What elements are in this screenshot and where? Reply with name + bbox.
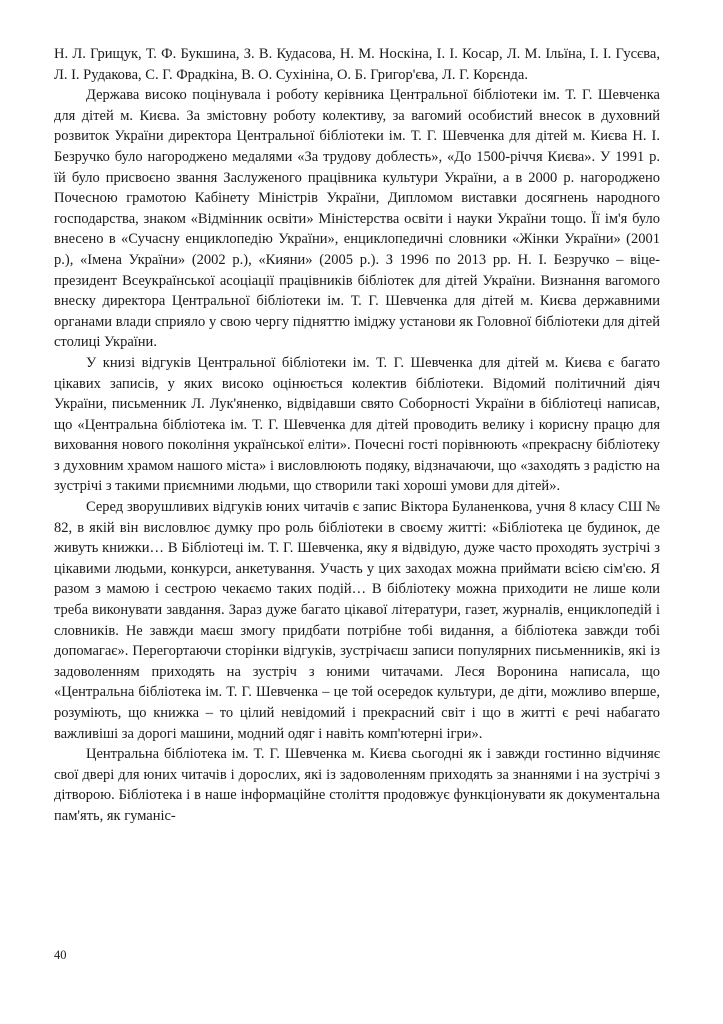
page-number: 40 [54, 948, 67, 962]
paragraph-state-awards: Держава високо поцінувала і роботу керівника Центральної бібліотеки ім. Т. Г. Шевченка для дітей м. Києва. За змістовну роботу колективу, за вагомий особистий внесок в духовний розвиток України директора Центральної бібліотеки ім. Т. Г. Шевченка для дітей м. Києва Н. І. Безручко було нагороджено медалями «За трудову доблесть», «До 1500-річчя Києва». У 1991 р. їй було присвоєно звання Заслуженого працівника культури України, а в 2000 р. нагороджено Почесною грамотою Кабінету Міністрів України, Дипломом виставки досягнень народного господарства, знаком «Відмінник освіти» Міністерства освіти і науки України тощо. Її ім'я було внесено в «Сучасну енциклопедію України», енциклопедичні словники «Жінки України» (2001 р.), «Імена України» (2002 р.), «Кияни» (2005 р.). З 1996 по 2013 рр. Н. І. Безручко – віце-президент Всеукраїнської асоціації працівників бібліотек для дітей України. Визнання вагомого внеску директора Центральної бібліотеки ім. Т. Г. Шевченка для дітей м. Києва державними органами влади сприяло у свою чергу підняттю іміджу установи як Головної бібліотеки для дітей столиці України. [54, 87, 660, 351]
paragraph-guest-book: У книзі відгуків Центральної бібліотеки ім. Т. Г. Шевченка для дітей м. Києва є багато цікавих записів, у яких високо оцінюється колектив бібліотеки. Відомий політичний діяч України, письменник Л. Лук'яненко, відвідавши свято Соборності України в бібліотеці написав, що «Центральна бібліотека ім. Т. Г. Шевченка для дітей проводить велику і корисну працю для виховання нового покоління української еліти». Почесні гості порівнюють «прекрасну бібліотеку з духовним храмом нашого міста» і висловлюють подяку, відзначаючи, що «заходять з радістю на зустрічі з такими приємними людьми, що створили такі хороші умови для дітей». [54, 354, 660, 495]
paragraph-library-today: Центральна бібліотека ім. Т. Г. Шевченка м. Києва сьогодні як і завжди гостинно відчиняє свої двері для юних читачів і дорослих, які із задоволенням приходять за знаннями і на зустрічі з дітворою. Бібліотека і в наше інформаційне століття продовжує функціонувати як документальна пам'ять, як гуманіс- [54, 746, 660, 824]
paragraph-staff-list: Н. Л. Грищук, Т. Ф. Букшина, З. В. Кудасова, Н. М. Носкіна, І. І. Косар, Л. М. Ільїна, І. І. Гусєва, Л. І. Рудакова, С. Г. Фрадкіна, В. О. Сухініна, О. Б. Григор'єва, Л. Г. Корєнда. [54, 46, 660, 83]
paragraph-young-readers: Серед зворушливих відгуків юних читачів є запис Віктора Буланенкова, учня 8 класу СШ № 82, в якій він висловлює думку про роль бібліотеки в своєму житті: «Бібліотека це будинок, де живуть книжки… В Бібліотеці ім. Т. Г. Шевченка, яку я відвідую, дуже часто проходять зустрічі з цікавими людьми, конкурси, анкетування. Участь у цих заходах можна приймати всією сім'єю. Я разом з мамою і сестрою чекаємо таких подій… В бібліотеку можна приходити не лише коли треба виконувати завдання. Зараз дуже багато цікавої літератури, газет, журналів, енциклопедій і словників. Не завжди маєш змогу придбати потрібне тобі видання, а бібліотека завжди тобі допомагає». Перегортаючи сторінки відгуків, зустрічаєш записи популярних письменників, які із задоволенням приходять на зустріч з юними читачами. Леся Воронина написала, що «Центральна бібліотека ім. Т. Г. Шевченка – це той осередок культури, де діти, можливо вперше, розуміють, що книжка – то цілий невідомий і прекрасний світ і що в житті є речі набагато важливіші за дорогі машини, модний одяг і навіть комп'ютерні ігри». [54, 499, 660, 742]
document-body [54, 44, 660, 827]
